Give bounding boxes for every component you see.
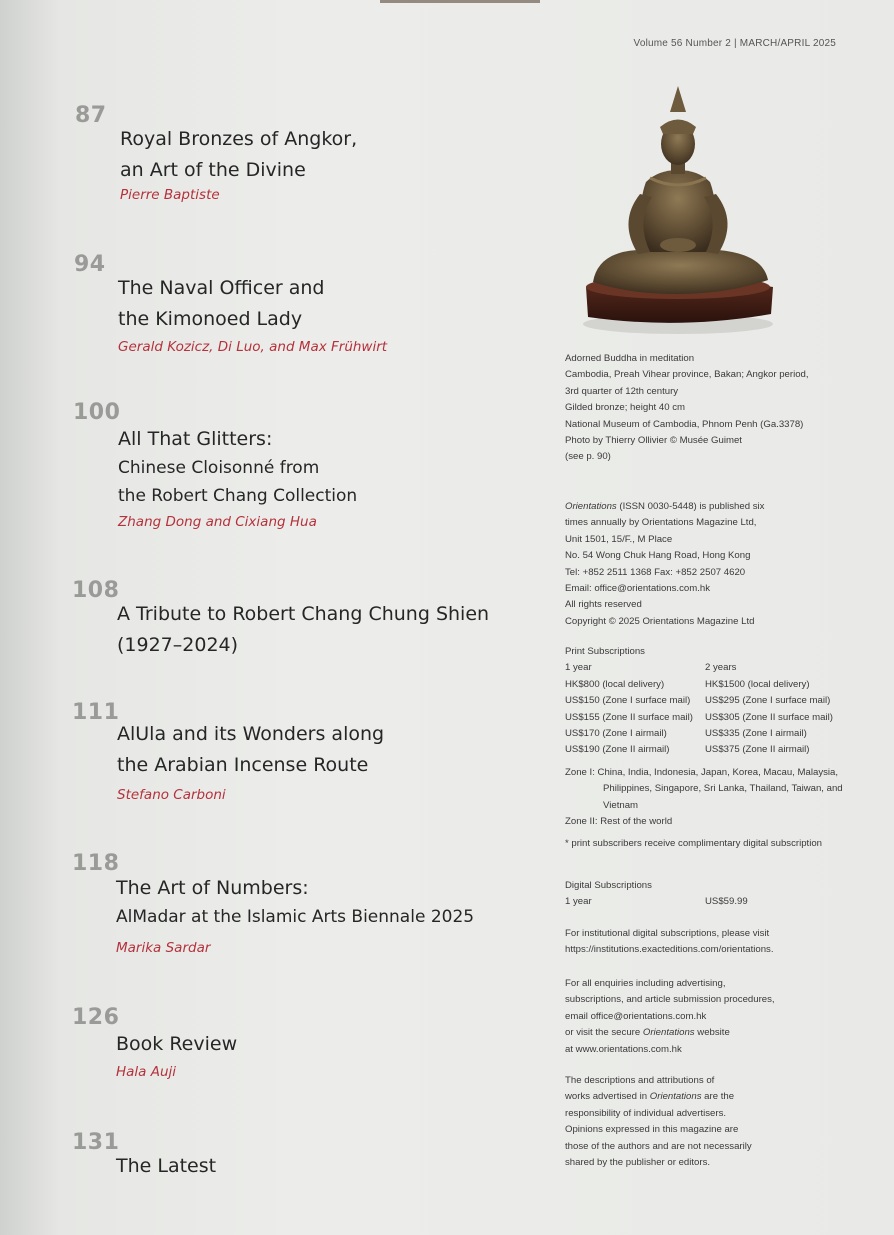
enquiry-line: subscriptions, and article submission procedures, [565, 994, 775, 1006]
toc-title[interactable]: All That Glitters: [118, 428, 273, 450]
price-cell: US$155 (Zone II surface mail) [565, 711, 693, 723]
magazine-name: Orientations [565, 501, 617, 512]
caption-line: (see p. 90) [565, 451, 611, 463]
publisher-line: No. 54 Wong Chuk Hang Road, Hong Kong [565, 550, 751, 562]
price-cell: US$375 (Zone II airmail) [705, 744, 810, 756]
publisher-line: All rights reserved [565, 599, 642, 611]
toc-page-number: 108 [72, 578, 120, 603]
toc-page-number: 87 [75, 103, 107, 128]
subscriber-note: * print subscribers receive complimentary digital subscription [565, 838, 823, 850]
publisher-email[interactable]: Email: office@orientations.com.hk [565, 583, 711, 595]
toc-page-number: 100 [73, 400, 121, 425]
price-cell: US$190 (Zone II airmail) [565, 744, 670, 756]
disclaimer-text: works advertised in [565, 1091, 650, 1103]
publisher-line-text: (ISSN 0030-5448) is published six [616, 501, 765, 512]
disclaimer-text: are the [701, 1091, 735, 1103]
caption-line: Photo by Thierry Ollivier © Musée Guimet [565, 435, 742, 447]
subscription-price-table [565, 660, 855, 758]
toc-title[interactable]: A Tribute to Robert Chang Chung Shien (1927–2024) [117, 603, 490, 656]
price-cell: US$335 (Zone I airmail) [705, 728, 807, 740]
toc-title[interactable]: The Latest [116, 1155, 217, 1177]
publisher-line: Copyright © 2025 Orientations Magazine Ltd [565, 615, 755, 627]
disclaimer [565, 1073, 855, 1171]
enquiry-text: website [694, 1027, 730, 1039]
toc-title[interactable]: AlUla and its Wonders along the Arabian Incense Route [117, 723, 385, 776]
caption-line: 3rd quarter of 12th century [565, 385, 679, 397]
toc-subtitle: AlMadar at the Islamic Arts Biennale 2025 [116, 907, 475, 927]
publisher-line: times annually by Orientations Magazine Ltd, [565, 517, 757, 529]
price-cell: US$305 (Zone II surface mail) [705, 711, 833, 723]
disclaimer-line: Opinions expressed in this magazine are [565, 1124, 739, 1136]
publisher-line: Unit 1501, 15/F., M Place [565, 533, 673, 545]
disclaimer-line: The descriptions and attributions of [565, 1075, 715, 1086]
price-cell: US$150 (Zone I surface mail) [565, 695, 691, 707]
print-subscriptions [565, 644, 855, 853]
toc-page-number: 131 [72, 1130, 120, 1155]
toc-author: Marika Sardar [116, 940, 211, 956]
zone-one-list: Zone I: China, India, Indonesia, Japan, Korea, Macau, Malaysia, Philippines, Singapore, Sri Lanka, Thailand, Taiwan, and Vietnam [565, 766, 843, 811]
price-cell: US$295 (Zone I surface mail) [705, 695, 831, 707]
disclaimer-line: shared by the publisher or editors. [565, 1157, 711, 1169]
magazine-name: Orientations [642, 1027, 695, 1039]
magazine-name: Orientations [649, 1091, 702, 1103]
top-edge-strip [380, 0, 540, 3]
disclaimer-line: responsibility of individual advertisers. [565, 1107, 727, 1119]
price-cell: HK$1500 (local delivery) [705, 678, 810, 690]
caption-line: National Museum of Cambodia, Phnom Penh (Ga.3378) [565, 418, 804, 430]
toc-author: Pierre Baptiste [120, 187, 220, 203]
toc-page-number: 111 [72, 700, 120, 725]
digital-price-row [565, 894, 855, 910]
toc-author: Stefano Carboni [117, 787, 226, 803]
caption-line: Gilded bronze; height 40 cm [565, 402, 685, 414]
disclaimer-line: those of the authors and are not necessarily [565, 1140, 752, 1152]
column-header: 1 year [565, 662, 592, 674]
digital-subscriptions-heading: Digital Subscriptions [565, 880, 652, 891]
toc-page-number: 126 [72, 1005, 120, 1030]
publisher-line: Tel: +852 2511 1368 Fax: +852 2507 4620 [565, 566, 746, 578]
toc-author: Zhang Dong and Cixiang Hua [118, 514, 317, 530]
toc-subtitle: Chinese Cloisonné from the Robert Chang Collection [118, 458, 358, 506]
column-header: 2 years [705, 662, 737, 674]
enquiries [565, 976, 855, 1058]
toc-title[interactable]: Royal Bronzes of Angkor, an Art of the Divine [120, 128, 358, 181]
enquiry-email[interactable]: email office@orientations.com.hk [565, 1010, 707, 1022]
caption-line: Adorned Buddha in meditation [565, 353, 695, 364]
publisher-info [565, 499, 855, 630]
enquiry-text: or visit the secure [565, 1027, 643, 1039]
toc-page-number: 94 [74, 252, 106, 277]
enquiry-line [565, 1025, 855, 1041]
print-subscriptions-heading: Print Subscriptions [565, 646, 645, 657]
price-cell: HK$800 (local delivery) [565, 678, 665, 690]
toc-title[interactable]: The Naval Officer and the Kimonoed Lady [118, 277, 325, 330]
zone-two-note: Zone II: Rest of the world [565, 816, 673, 828]
issue-header: Volume 56 Number 2 | MARCH/APRIL 2025 [633, 38, 836, 49]
disclaimer-line [565, 1089, 855, 1105]
digital-period: 1 year [565, 896, 592, 908]
cover-caption [565, 351, 855, 466]
toc-title[interactable]: The Art of Numbers: [116, 877, 309, 899]
toc-author: Gerald Kozicz, Di Luo, and Max Frühwirt [118, 339, 388, 355]
institutional-subscription-link[interactable]: For institutional digital subscriptions, please visit https://institutions.exacteditions.com/orientations. [565, 927, 774, 956]
digital-subscriptions [565, 878, 855, 959]
toc-author: Hala Auji [116, 1064, 177, 1080]
caption-line: Cambodia, Preah Vihear province, Bakan; Angkor period, [565, 369, 809, 381]
enquiry-line: For all enquiries including advertising, [565, 978, 726, 989]
website-link[interactable]: at www.orientations.com.hk [565, 1043, 682, 1055]
toc-page-number: 118 [72, 851, 120, 876]
price-cell: US$170 (Zone I airmail) [565, 728, 667, 740]
publisher-line [565, 499, 855, 515]
digital-price: US$59.99 [705, 896, 748, 908]
toc-title[interactable]: Book Review [116, 1033, 238, 1055]
buddha-statue-photo [578, 82, 778, 337]
